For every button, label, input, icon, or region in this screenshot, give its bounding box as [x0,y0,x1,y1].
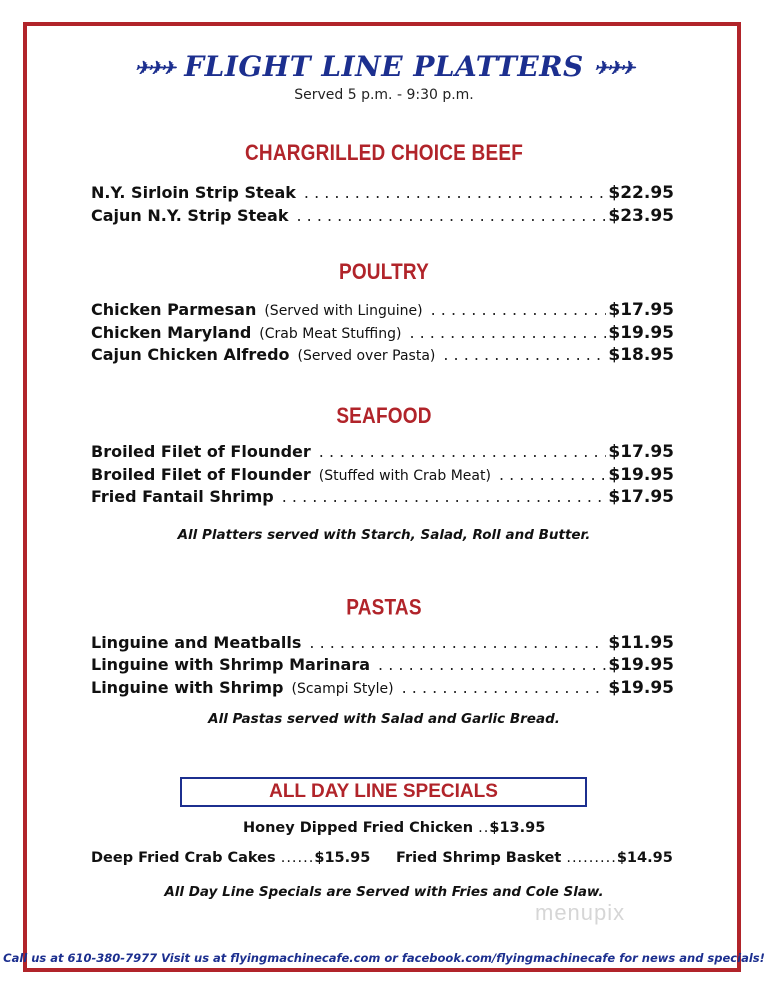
item-name: N.Y. Sirloin Strip Steak [91,183,296,202]
served-hours: Served 5 p.m. - 9:30 p.m. [294,87,474,103]
menu-item [91,442,674,464]
item-price: $17.95 [608,487,674,507]
leader-dots [296,206,606,225]
special-price: $14.95 [616,850,673,866]
menu-item [91,465,674,487]
item-price: $17.95 [608,300,674,320]
special-name: Honey Dipped Fried Chicken [243,820,474,836]
item-note: (Crab Meat Stuffing) [259,326,402,342]
leader-dots [402,678,607,697]
item-note: (Stuffed with Crab Meat) [318,468,491,484]
leader-dots [282,487,607,506]
menu-item [91,655,674,677]
special-item [243,820,545,836]
section-title-seafood: SEAFOOD [336,404,432,429]
item-name: Cajun Chicken Alfredo [91,345,290,364]
item-name: Chicken Maryland [91,323,252,342]
contact-footer: Call us at 610-380-7977 Visit us at flyingmachinecafe.com or facebook.com/flyingmachinecafe for news and specials! [3,951,765,965]
specials-title-box [180,777,587,807]
leader-dots [431,300,607,319]
section-title-poultry: POULTRY [338,260,430,285]
menu-item [91,487,674,509]
menu-item [91,323,674,345]
item-price: $22.95 [608,183,674,203]
platters-footnote: All Platters served with Starch, Salad, Roll and Butter. [177,527,591,543]
watermark-logo: menupix [535,900,626,925]
special-item [91,850,370,866]
special-name: Deep Fried Crab Cakes [91,850,276,866]
item-note: (Served with Linguine) [264,303,423,319]
item-price: $17.95 [608,442,674,462]
section-title-pastas: PASTAS [346,596,422,621]
item-name: Chicken Parmesan [91,300,257,319]
menu-title-row [0,50,768,83]
pastas-footnote: All Pastas served with Salad and Garlic Bread. [208,711,560,727]
leader-dots [409,323,606,342]
item-price: $19.95 [608,655,674,675]
specials-title: ALL DAY LINE SPECIALS [269,781,498,802]
menu-item [91,678,674,700]
special-price: $15.95 [314,850,371,866]
section-title-beef: CHARGRILLED CHOICE BEEF [245,141,523,166]
leader-dots [309,633,606,652]
special-name: Fried Shrimp Basket [396,850,562,866]
menu-item [91,183,674,205]
menu-item [91,206,674,228]
item-name: Linguine and Meatballs [91,633,302,652]
leader-dots: .. [478,820,490,836]
leader-dots [319,442,607,461]
leader-dots [304,183,606,202]
airplanes-right-icon: ✈✈✈ [594,58,634,79]
leader-dots [443,345,606,364]
item-name: Linguine with Shrimp [91,678,284,697]
leader-dots [499,465,606,484]
menu-title: FLIGHT LINE PLATTERS [184,50,584,83]
menu-item [91,300,674,322]
leader-dots: ...... [280,850,315,866]
item-price: $19.95 [608,465,674,485]
leader-dots: ......... [566,850,617,866]
leader-dots [378,655,606,674]
item-name: Fried Fantail Shrimp [91,487,274,506]
item-name: Linguine with Shrimp Marinara [91,655,371,674]
item-name: Cajun N.Y. Strip Steak [91,206,289,225]
specials-footnote: All Day Line Specials are Served with Fries and Cole Slaw. [164,884,604,900]
item-price: $11.95 [608,633,674,653]
item-price: $19.95 [608,678,674,698]
item-price: $19.95 [608,323,674,343]
item-name: Broiled Filet of Flounder [91,465,311,484]
airplanes-left-icon: ✈✈✈ [134,58,174,79]
item-name: Broiled Filet of Flounder [91,442,311,461]
menu-item [91,345,674,367]
item-note: (Served over Pasta) [297,348,436,364]
menu-item [91,633,674,655]
special-price: $13.95 [489,820,546,836]
item-price: $18.95 [608,345,674,365]
item-price: $23.95 [608,206,674,226]
special-item [396,850,673,866]
item-note: (Scampi Style) [291,681,394,697]
